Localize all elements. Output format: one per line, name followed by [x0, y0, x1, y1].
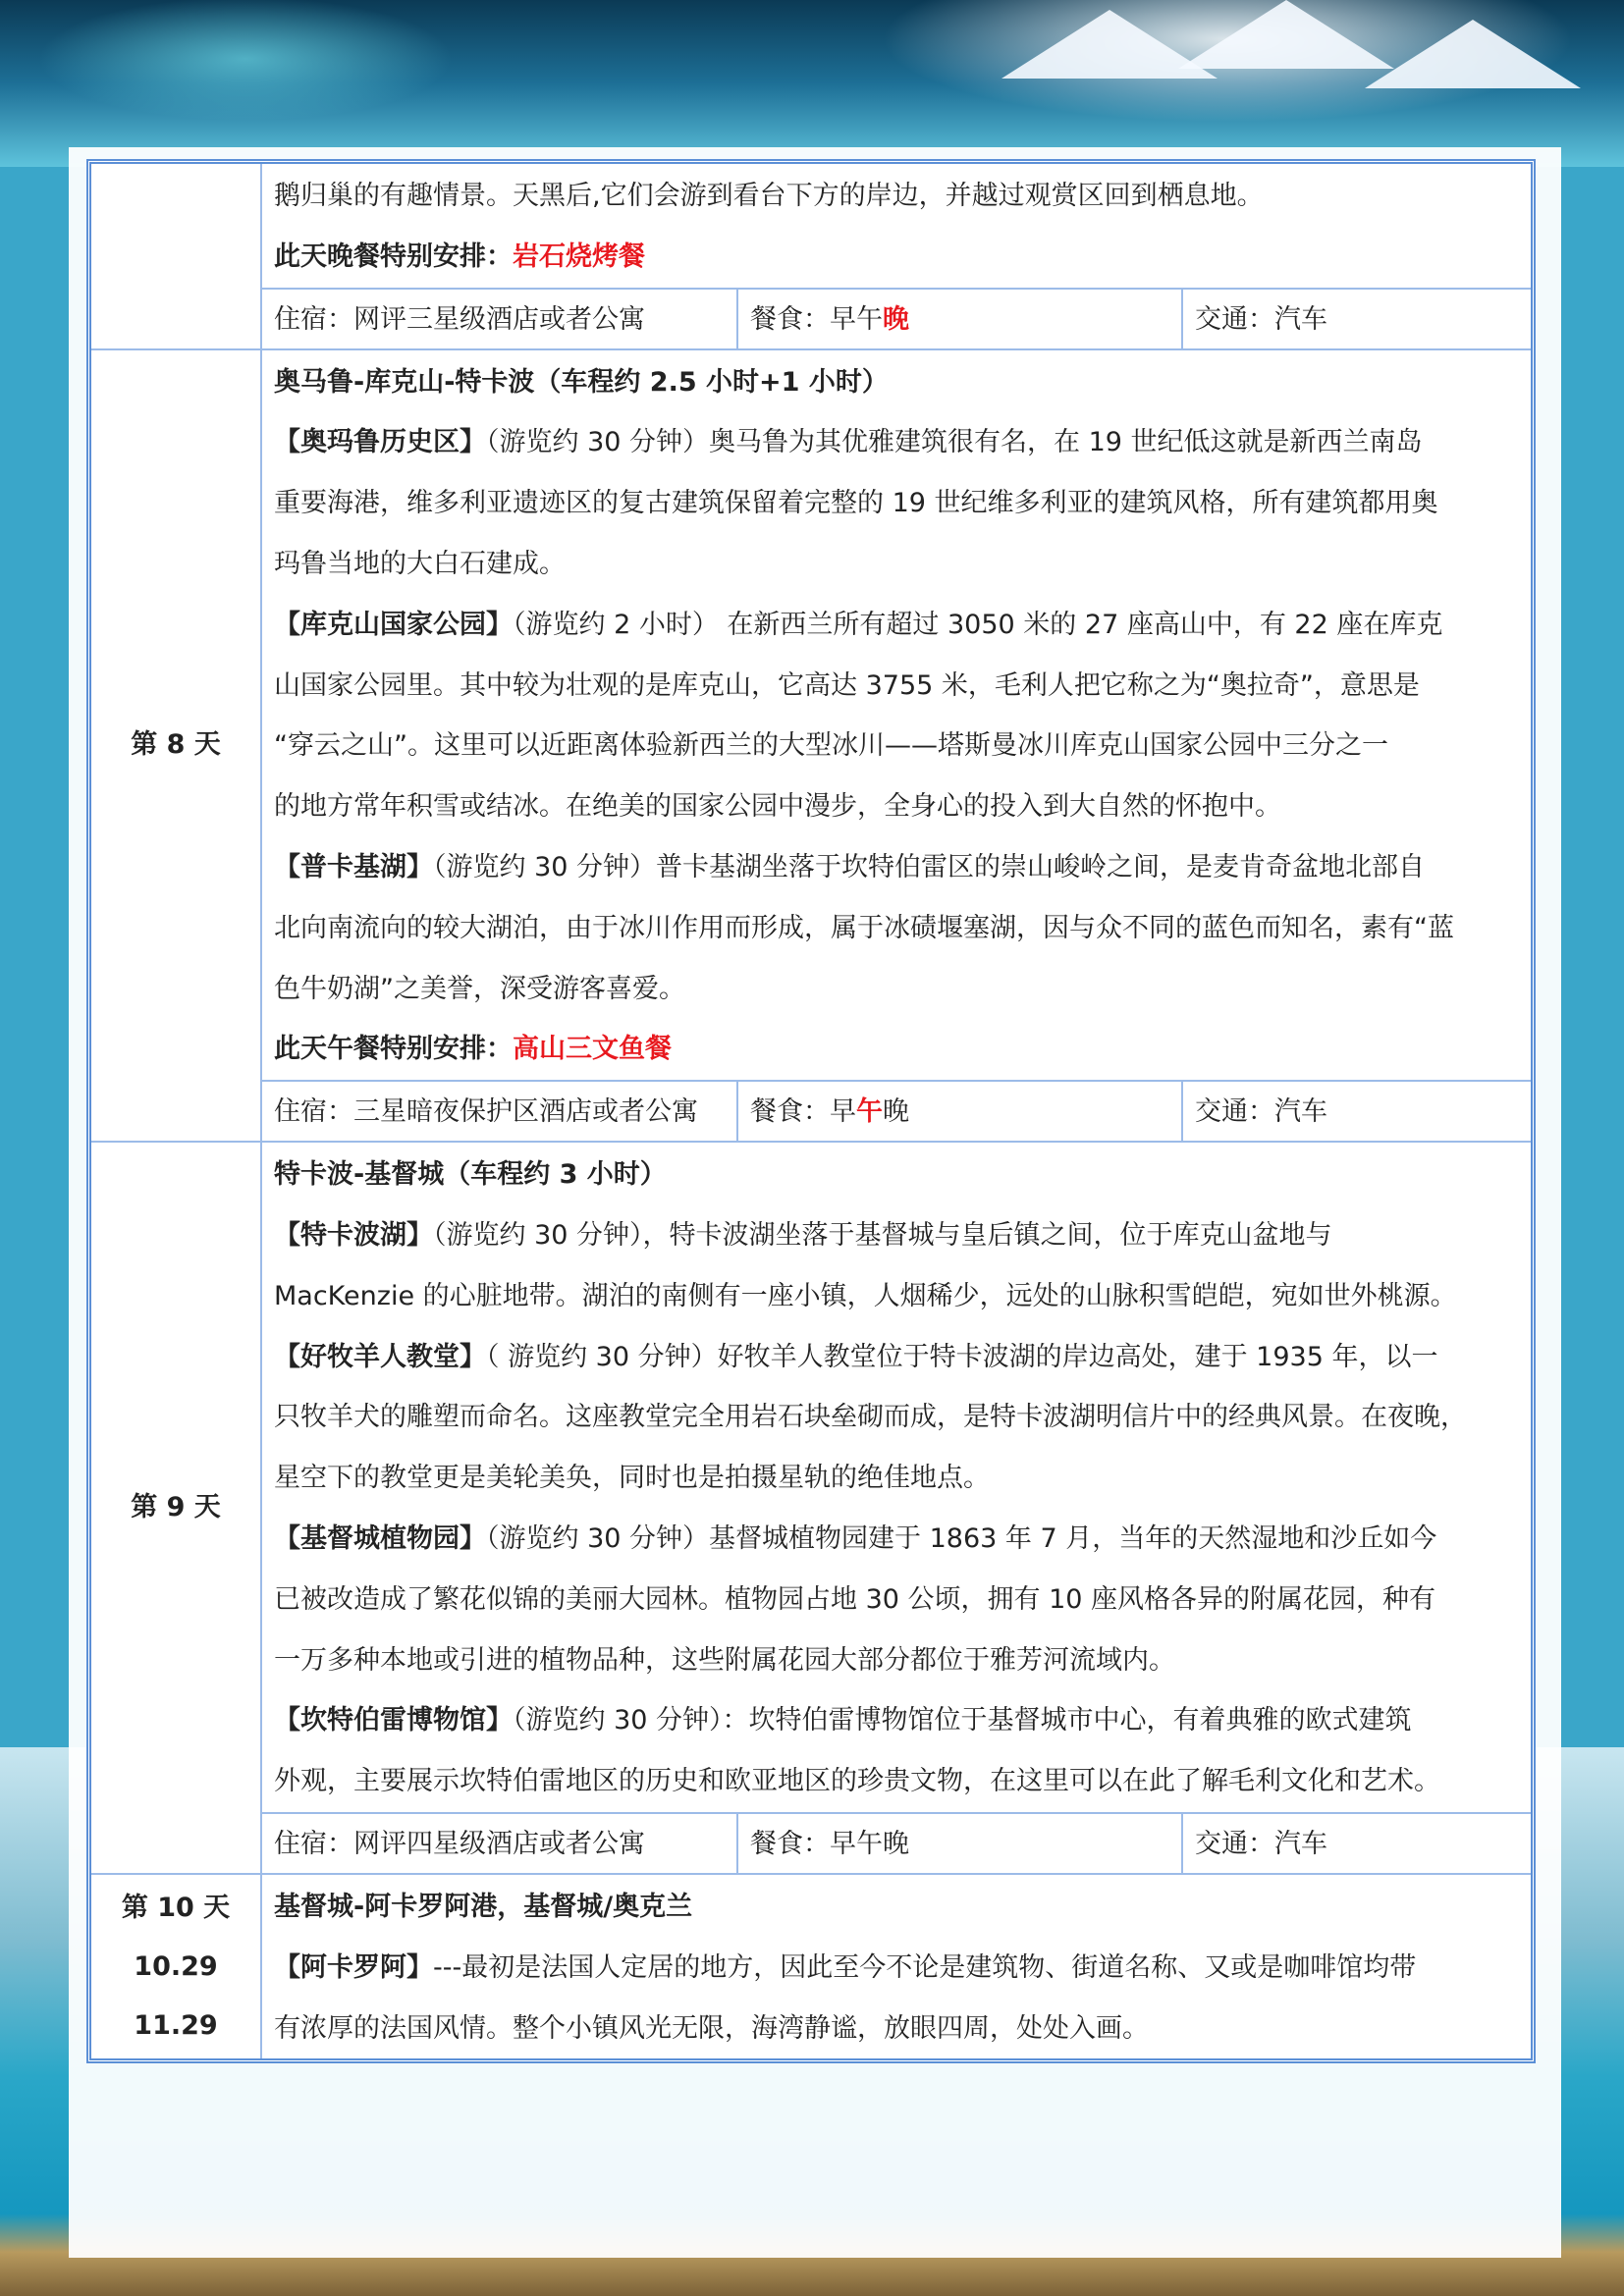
- day-info-row: [262, 288, 1531, 348]
- description-line: [274, 1751, 1519, 1812]
- accommodation-cell: 住宿：网评四星级酒店或者公寓: [262, 1814, 738, 1873]
- text-run: （游览约 30 分钟）奥马鲁为其优雅建筑很有名，在 19 世纪低这就是新西兰南岛: [486, 427, 1423, 458]
- meals-cell: [738, 1082, 1183, 1141]
- text-run: 只牧羊犬的雕塑而命名。这座教堂完全用岩石块垒砌而成，是特卡波湖明信片中的经典风景。在夜晚，: [274, 1402, 1467, 1433]
- description-line: [274, 1387, 1519, 1448]
- transport-cell: 交通：汽车: [1195, 303, 1327, 335]
- description-line: [274, 1570, 1519, 1630]
- text-run: 鹅归巢的有趣情景。天黑后,它们会游到看台下方的岸边，并越过观赏区回到栖息地。: [274, 181, 1264, 211]
- text-run: 餐食：早午晚: [750, 1828, 909, 1859]
- description-line: [274, 1327, 1519, 1388]
- text-run: ---最初是法国人定居的地方，因此至今不论是建筑物、街道名称、又或是咖啡馆均带: [433, 1951, 1417, 1983]
- description-line: [274, 595, 1519, 656]
- sight-name: 【基督城植物园】: [274, 1522, 486, 1554]
- text-run: （游览约 30 分钟）基督城植物园建于 1863 年 7 月，当年的天然湿地和沙丘如今: [486, 1522, 1437, 1554]
- text-run: 重要海港，维多利亚遗迹区的复古建筑保留着完整的 19 世纪维多利亚的建筑风格，所有建筑都用奥: [274, 488, 1438, 519]
- description-line: [274, 352, 1519, 413]
- text-run: 有浓厚的法国风情。整个小镇风光无限，海湾静谧，放眼四周，处处入画。: [274, 2012, 1149, 2044]
- text-run: 一万多种本地或引进的植物品种，这些附属花园大部分都位于雅芳河流域内。: [274, 1644, 1175, 1676]
- text-run: 晚: [883, 1096, 909, 1128]
- text-run: 山国家公园里。其中较为壮观的是库克山，它高达 3755 米，毛利人把它称之为“奥拉奇”，意思是: [274, 669, 1420, 701]
- text-run: 的地方常年积雪或结冰。在绝美的国家公园中漫步，全身心的投入到大自然的怀抱中。: [274, 791, 1281, 823]
- description-line: [274, 837, 1519, 898]
- text-run: 星空下的教堂更是美轮美奂，同时也是拍摄星轨的绝佳地点。: [274, 1463, 990, 1494]
- text-run: 色牛奶湖”之美誉，深受游客喜爱。: [274, 973, 685, 1004]
- accommodation-cell: 住宿：网评三星级酒店或者公寓: [262, 290, 738, 348]
- day-row-day8: [91, 350, 1531, 1144]
- description-line: [274, 1938, 1519, 1999]
- description-line: [274, 1205, 1519, 1266]
- route-title: 基督城-阿卡罗阿港，基督城/奥克兰: [274, 1891, 693, 1922]
- text-run: （ 游览约 30 分钟）好牧羊人教堂位于特卡波湖的岸边高处，建于 1935 年，以一: [486, 1341, 1438, 1372]
- description-line: [274, 1877, 1519, 1938]
- description-line: [274, 166, 1519, 227]
- description-line: [274, 1448, 1519, 1509]
- text-run: 餐食：早: [750, 1096, 856, 1128]
- day-label: [91, 1143, 262, 1873]
- day-content: [262, 1143, 1531, 1873]
- text-run: 北向南流向的较大湖泊，由于冰川作用而形成，属于冰碛堰塞湖，因与众不同的蓝色而知名，素有“蓝: [274, 912, 1454, 943]
- sight-name: 【奥玛鲁历史区】: [274, 427, 486, 458]
- day-label-text: 10.29: [134, 1950, 218, 1982]
- description-line: [274, 1509, 1519, 1570]
- day-description: [262, 1875, 1531, 2058]
- text-run: 玛鲁当地的大白石建成。: [274, 548, 566, 579]
- route-title: 特卡波-基督城（车程约 3 小时）: [274, 1159, 667, 1191]
- day-label: [91, 350, 262, 1142]
- snow-mountain-shape: [1365, 20, 1581, 88]
- highlight-text: 岩石烧烤餐: [513, 240, 645, 272]
- text-run: （游览约 30 分钟）普卡基湖坐落于坎特伯雷区的崇山峻岭之间，是麦肯奇盆地北部自: [433, 851, 1426, 882]
- description-line: [274, 534, 1519, 595]
- text-run: （游览约 30 分钟），特卡波湖坐落于基督城与皇后镇之间，位于库克山盆地与: [433, 1219, 1332, 1251]
- description-line: [274, 716, 1519, 776]
- sight-name: 【好牧羊人教堂】: [274, 1341, 486, 1372]
- description-line: [274, 227, 1519, 288]
- day-content: [262, 164, 1531, 348]
- description-line: [274, 656, 1519, 717]
- route-title: 此天晚餐特别安排：: [274, 240, 513, 272]
- day-label-text: 第 9 天: [131, 1492, 221, 1523]
- text-run: 外观，主要展示坎特伯雷地区的历史和欧亚地区的珍贵文物，在这里可以在此了解毛利文化和艺术。: [274, 1766, 1440, 1797]
- description-line: [274, 1266, 1519, 1327]
- text-run: 餐食：早午: [750, 303, 883, 335]
- accommodation-cell: 住宿：三星暗夜保护区酒店或者公寓: [262, 1082, 738, 1141]
- description-line: [274, 776, 1519, 837]
- day-content: [262, 1875, 1531, 2058]
- day-label-text: 第 8 天: [131, 729, 221, 761]
- highlight-text: 晚: [883, 303, 909, 335]
- text-run: （游览约 2 小时） 在新西兰所有超过 3050 米的 27 座高山中，有 22 座在库克: [513, 609, 1443, 640]
- description-line: [274, 959, 1519, 1020]
- description-line: [274, 473, 1519, 534]
- description-line: [274, 412, 1519, 473]
- snow-mountain-shape: [1178, 0, 1394, 69]
- sight-name: 【阿卡罗阿】: [274, 1951, 433, 1983]
- text-run: （游览约 30 分钟）：坎特伯雷博物馆位于基督城市中心，有着典雅的欧式建筑: [513, 1705, 1412, 1736]
- description-line: [274, 1630, 1519, 1691]
- route-title: 此天午餐特别安排：: [274, 1034, 513, 1065]
- day-label: [91, 1875, 262, 2058]
- highlight-text: 高山三文鱼餐: [513, 1034, 672, 1065]
- day-info-row: [262, 1080, 1531, 1141]
- transport-cell: 交通：汽车: [1195, 1096, 1327, 1128]
- description-line: [274, 1999, 1519, 2059]
- day-description: [262, 1143, 1531, 1812]
- route-title: 奥马鲁-库克山-特卡波（车程约 2.5 小时+1 小时）: [274, 366, 889, 398]
- meals-cell: [738, 1814, 1183, 1873]
- meals-cell: [738, 290, 1183, 348]
- day-content: [262, 350, 1531, 1142]
- sight-name: 【特卡波湖】: [274, 1219, 433, 1251]
- day-row-day10: [91, 1875, 1531, 2058]
- description-line: [274, 898, 1519, 959]
- transport-cell: 交通：汽车: [1195, 1828, 1327, 1859]
- description-line: [274, 1019, 1519, 1080]
- header-landscape-image: [0, 0, 1624, 167]
- day-label-text: 第 10 天: [121, 1892, 231, 1923]
- day-row-day7: [91, 164, 1531, 350]
- day-label: [91, 164, 262, 348]
- day-description: [262, 164, 1531, 288]
- day-row-day9: [91, 1143, 1531, 1875]
- day-info-row: [262, 1812, 1531, 1873]
- description-line: [274, 1145, 1519, 1205]
- description-line: [274, 1690, 1519, 1751]
- text-run: 已被改造成了繁花似锦的美丽大园林。植物园占地 30 公顷，拥有 10 座风格各异的附属花园，种有: [274, 1583, 1436, 1615]
- text-run: “穿云之山”。这里可以近距离体验新西兰的大型冰川——塔斯曼冰川库克山国家公园中三分之一: [274, 730, 1388, 762]
- sight-name: 【库克山国家公园】: [274, 609, 513, 640]
- day-description: [262, 350, 1531, 1081]
- highlight-text: 午: [856, 1096, 883, 1128]
- day-label-text: 11.29: [134, 2009, 218, 2041]
- text-run: MacKenzie 的心脏地带。湖泊的南侧有一座小镇，人烟稀少，远处的山脉积雪皑皑，宛如世外桃源。: [274, 1280, 1457, 1311]
- sight-name: 【坎特伯雷博物馆】: [274, 1705, 513, 1736]
- sight-name: 【普卡基湖】: [274, 851, 433, 882]
- itinerary-table: [86, 159, 1536, 2063]
